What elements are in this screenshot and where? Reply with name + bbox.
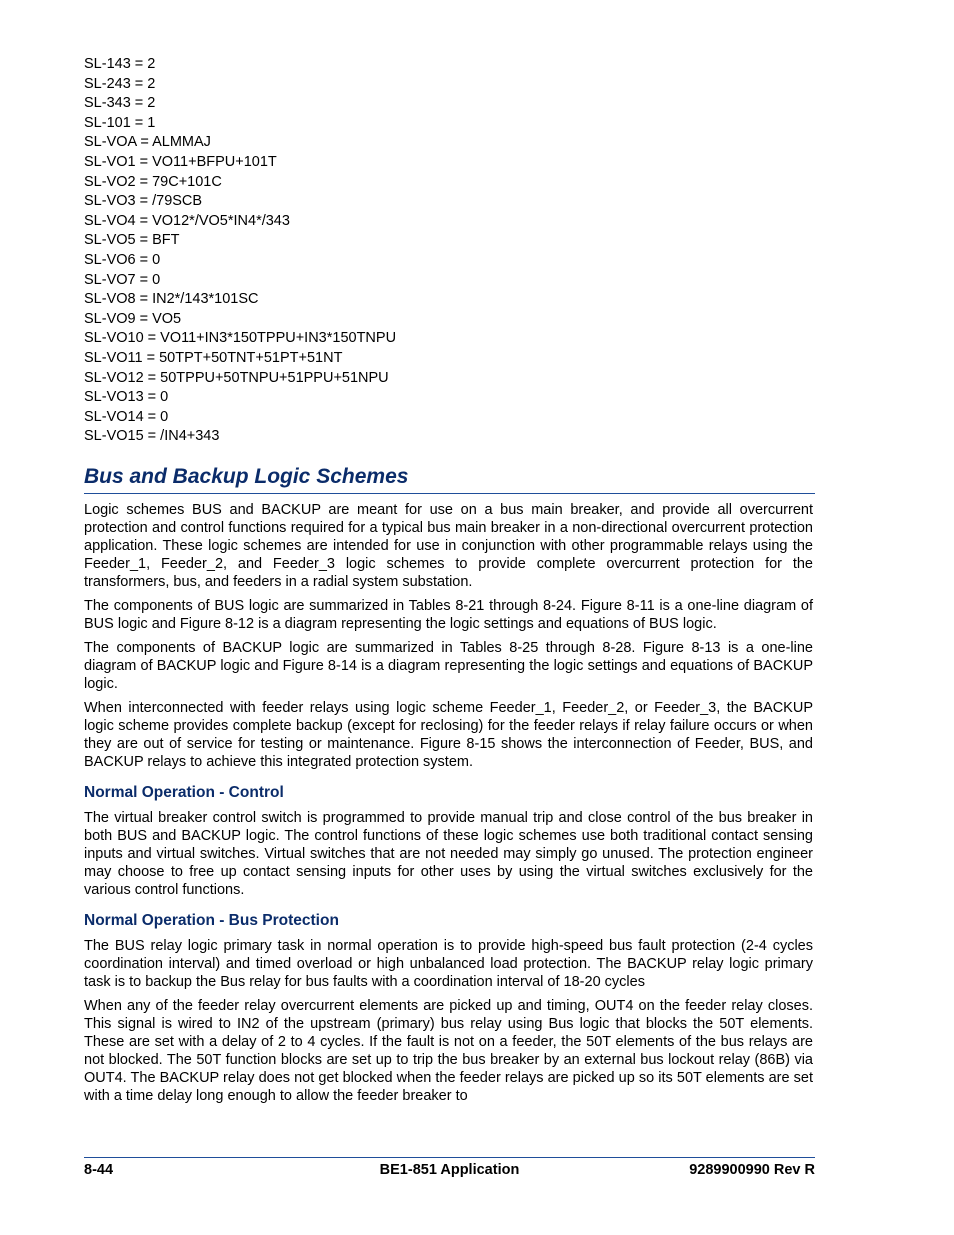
logic-settings-list bbox=[84, 55, 804, 447]
settings-line: SL-VO4 = VO12*/VO5*IN4*/343 bbox=[84, 212, 290, 229]
section-heading: Bus and Backup Logic Schemes bbox=[84, 464, 815, 494]
settings-line: SL-VO12 = 50TPPU+50TNPU+51PPU+51NPU bbox=[84, 369, 389, 386]
paragraph: The virtual breaker control switch is programmed to provide manual trip and close control of the bus breaker in both BUS and BACKUP logic. The control functions of these logic schemes use both traditional contact sensing inputs and virtual switches. Virtual switches that are not needed may simply go unused. The protection engineer may choose to free up contact sensing inputs for other uses by using the virtual switches exclusively for the various control functions. bbox=[84, 810, 813, 898]
settings-line: SL-VO8 = IN2*/143*101SC bbox=[84, 291, 259, 308]
settings-line: SL-VO5 = BFT bbox=[84, 232, 180, 249]
settings-line: SL-VOA = ALMMAJ bbox=[84, 134, 211, 151]
paragraph: When any of the feeder relay overcurrent elements are picked up and timing, OUT4 on the feeder relay closes. This signal is wired to IN2 of the upstream (primary) bus relay using Bus logic that blocks the 50T elements. These are set with a delay of 2 to 4 cycles. If the fault is not on a feeder, the 50T elements of the bus relays are not blocked. The 50T function blocks are set up to trip the bus breaker by an external bus lockout relay (86B) via OUT4. The BACKUP relay does not get blocked when the feeder relays are picked up so its 50T elements are set with a time delay long enough to allow the feeder breaker to bbox=[84, 998, 813, 1104]
page-number: 8-44 bbox=[84, 1162, 114, 1178]
page-footer bbox=[84, 1157, 815, 1178]
settings-line: SL-VO1 = VO11+BFPU+101T bbox=[84, 153, 277, 170]
paragraph: When interconnected with feeder relays using logic scheme Feeder_1, Feeder_2, or Feeder_3, the BACKUP logic scheme provides complete backup (except for reclosing) for the feeder relays if relay failure occurs or when they are out of service for testing or maintenance. Figure 8-15 shows the interconnection of Feeder, BUS, and BACKUP relays to achieve this integrated protection system. bbox=[84, 700, 813, 770]
settings-line: SL-VO6 = 0 bbox=[84, 251, 161, 268]
settings-line: SL-VO9 = VO5 bbox=[84, 310, 182, 327]
settings-line: SL-VO3 = /79SCB bbox=[84, 193, 203, 210]
paragraph: The BUS relay logic primary task in normal operation is to provide high-speed bus fault protection (2-4 cycles coordination interval) and timed overload or high unbalanced load protection. The BACKUP relay logic primary task is to backup the Bus relay for bus faults with a coordination interval of 18-20 cycles bbox=[84, 938, 813, 990]
settings-line: SL-VO10 = VO11+IN3*150TPPU+IN3*150TNPU bbox=[84, 330, 397, 347]
document-number: 9289900990 Rev R bbox=[689, 1162, 815, 1178]
paragraph: Logic schemes BUS and BACKUP are meant for use on a bus main breaker, and provide all overcurrent protection and control functions required for a typical bus main breaker in a non-directional overcurrent protection application. These logic schemes are intended for use in conjunction with other programmable relays using the Feeder_1, Feeder_2, and Feeder_3 logic schemes to provide complete overcurrent protection for the transformers, bus, and feeders in a radial system substation. bbox=[84, 502, 813, 590]
settings-line: SL-101 = 1 bbox=[84, 114, 156, 131]
paragraph: The components of BACKUP logic are summarized in Tables 8-25 through 8-28. Figure 8-13 is a one-line diagram of BACKUP logic and Figure 8-14 is a diagram representing the logic settings and equations of BACKUP logic. bbox=[84, 640, 813, 692]
subsection-heading-control: Normal Operation - Control bbox=[84, 784, 284, 801]
settings-line: SL-343 = 2 bbox=[84, 95, 156, 112]
paragraph: The components of BUS logic are summarized in Tables 8-21 through 8-24. Figure 8-11 is a one-line diagram of BUS logic and Figure 8-12 is a diagram representing the logic settings and equations of BUS logic. bbox=[84, 598, 813, 632]
settings-line: SL-143 = 2 bbox=[84, 56, 156, 72]
section-body bbox=[84, 501, 813, 1111]
subsection-heading-bus-protection: Normal Operation - Bus Protection bbox=[84, 912, 339, 929]
settings-line: SL-VO14 = 0 bbox=[84, 408, 169, 425]
settings-line: SL-VO2 = 79C+101C bbox=[84, 173, 222, 190]
document-title: BE1-851 Application bbox=[379, 1162, 520, 1178]
settings-line: SL-VO13 = 0 bbox=[84, 389, 169, 406]
settings-line: SL-VO11 = 50TPT+50TNT+51PT+51NT bbox=[84, 349, 343, 366]
settings-line: SL-243 = 2 bbox=[84, 75, 156, 92]
settings-line: SL-VO15 = /IN4+343 bbox=[84, 428, 220, 445]
settings-line: SL-VO7 = 0 bbox=[84, 271, 161, 288]
